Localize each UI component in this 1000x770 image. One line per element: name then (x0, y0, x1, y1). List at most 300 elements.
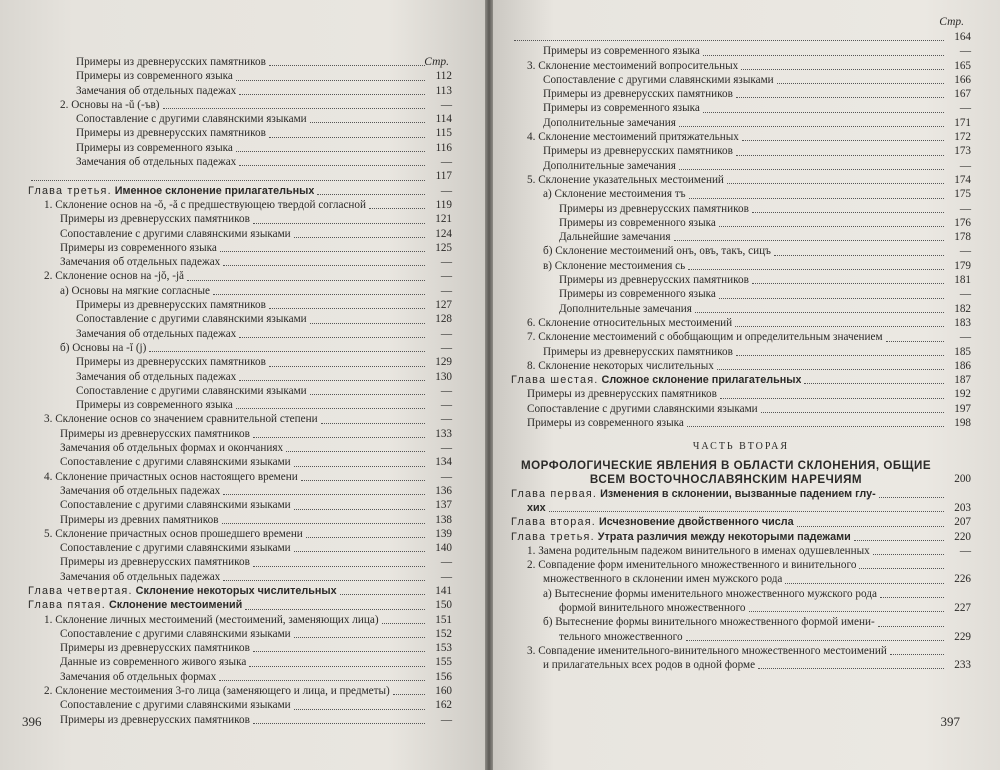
toc-entry (511, 44, 971, 58)
entry-page-number: — (440, 156, 452, 169)
entry-title: Замечания об отдельных падежах (76, 327, 237, 340)
toc-entry (511, 658, 971, 672)
toc-entry (28, 312, 452, 326)
dot-leader (294, 466, 425, 467)
dot-leader (294, 237, 425, 238)
dot-leader (340, 594, 425, 595)
entry-title: Сопоставление с другими славянскими языками (60, 456, 291, 469)
toc-entry (28, 84, 452, 98)
toc-entry (511, 202, 971, 216)
toc-entry (511, 244, 971, 258)
dot-leader (239, 380, 425, 381)
dot-leader (393, 694, 425, 695)
entry-title: Сопоставление с другими славянскими языками (60, 542, 291, 555)
toc-entry (28, 284, 452, 298)
entry-title: Замечания об отдельных падежах (60, 570, 221, 583)
toc-entry (28, 513, 452, 527)
entry-page-number: 181 (954, 274, 971, 287)
dot-leader (742, 140, 944, 141)
dot-leader (222, 523, 426, 524)
toc-entry (511, 316, 971, 330)
entry-page-number: 176 (954, 216, 971, 229)
entry-title: Примеры из древнерусских памятников (76, 127, 266, 140)
toc-entry (28, 155, 452, 169)
entry-title: 3. Склонение основ со значением сравнительной степени (44, 413, 318, 426)
dot-leader (854, 540, 944, 541)
toc-entry (511, 630, 971, 644)
entry-title: Сопоставление с другими славянскими языками (60, 699, 291, 712)
dot-leader (269, 65, 425, 66)
toc-entry (28, 412, 452, 426)
dot-leader (294, 509, 425, 510)
dot-leader (382, 623, 425, 624)
entry-page-number: — (440, 442, 452, 455)
dot-leader (306, 537, 425, 538)
entry-title: Примеры из современного языка (527, 417, 684, 430)
dot-leader (689, 198, 945, 199)
toc-entry (511, 159, 971, 173)
entry-page-number: 171 (954, 116, 971, 129)
entry-page-number: 167 (954, 88, 971, 101)
entry-title: 4. Склонение причастных основ настоящего времени (44, 470, 298, 483)
entry-title: формой винительного множественного (559, 601, 746, 614)
dot-leader (236, 80, 425, 81)
right-page (493, 0, 1000, 770)
entry-title: Данные из современного живого языка (60, 656, 247, 669)
entry-title: Примеры из современного языка (60, 241, 217, 254)
entry-page-number: — (959, 45, 971, 58)
entry-page-number: — (440, 256, 452, 269)
dot-leader (873, 554, 944, 555)
chapter-label: Глава четвертая. (28, 584, 133, 597)
dot-leader (674, 240, 944, 241)
entry-page-number: 226 (954, 573, 971, 586)
table-of-contents-left (28, 55, 452, 727)
dot-leader (752, 283, 944, 284)
entry-title: а) Вытеснение формы именительного множественного мужского рода (543, 587, 877, 600)
entry-title: Сопоставление с другими славянскими языками (543, 73, 774, 86)
entry-title: 5. Склонение причастных основ прошедшего времени (44, 527, 303, 540)
toc-entry (511, 59, 971, 73)
toc-entry (511, 187, 971, 201)
toc-entry (511, 587, 971, 601)
dot-leader (187, 280, 425, 281)
entry-page-number: 166 (954, 73, 971, 86)
entry-title: Сопоставление с другими славянскими языками (76, 313, 307, 326)
entry-page-number: 185 (954, 345, 971, 358)
toc-entry (511, 544, 971, 558)
entry-page-number: 127 (435, 299, 452, 312)
entry-title: Примеры из древнерусских памятников (543, 345, 733, 358)
dot-leader (703, 112, 944, 113)
entry-title: 7. Склонение местоимений с обобщающим и определительным значением (527, 331, 883, 344)
dot-leader (703, 55, 944, 56)
toc-entry (28, 484, 452, 498)
dot-leader (679, 169, 944, 170)
entry-title: Исчезновение двойственного числа (598, 516, 794, 529)
left-page (0, 0, 485, 770)
toc-chapter-entry (28, 584, 452, 598)
dot-leader (301, 480, 425, 481)
dot-leader (880, 597, 944, 598)
entry-title: а) Склонение местоимения тъ (543, 188, 686, 201)
entry-title: б) Вытеснение формы винительного множественного формой имени- (543, 616, 875, 629)
entry-page-number: — (440, 184, 452, 197)
toc-entry (511, 387, 971, 401)
dot-leader (741, 69, 944, 70)
entry-title: 3. Совпадение именительного-винительного множественного местоимений (527, 644, 887, 657)
dot-leader (752, 212, 944, 213)
entry-title: Именное склонение прилагательных (114, 184, 315, 197)
dot-leader (163, 108, 425, 109)
entry-page-number: 173 (954, 145, 971, 158)
entry-page-number: 115 (435, 127, 452, 140)
dot-leader (239, 94, 425, 95)
toc-entry (28, 126, 452, 140)
toc-chapter-entry (28, 184, 452, 198)
toc-entry (28, 555, 452, 569)
entry-title: Замечания об отдельных падежах (60, 256, 221, 269)
entry-title: Дополнительные замечания (559, 302, 692, 315)
entry-page-number: 155 (435, 656, 452, 669)
toc-entry (511, 359, 971, 373)
entry-title: 2. Основы на -ŭ (-ъв) (60, 98, 160, 111)
entry-page-number: 121 (435, 213, 452, 226)
entry-title: 3. Склонение местоимений вопросительных (527, 59, 739, 72)
entry-title: Примеры из современного языка (543, 102, 700, 115)
dot-leader (321, 423, 425, 424)
entry-page-number: — (959, 245, 971, 258)
entry-title: Сопоставление с другими славянскими языками (60, 627, 291, 640)
entry-page-number: — (440, 327, 452, 340)
entry-title: а) Основы на мягкие согласные (60, 284, 211, 297)
part-label: ЧАСТЬ ВТОРАЯ (692, 441, 790, 453)
toc-section-part-one (511, 30, 971, 430)
dot-leader (804, 383, 944, 384)
toc-entry (28, 384, 452, 398)
dot-leader (294, 709, 425, 710)
toc-entry (28, 298, 452, 312)
entry-title: Дополнительные замечания (543, 116, 676, 129)
entry-page-number: — (440, 713, 452, 726)
dot-leader (317, 194, 425, 195)
dot-leader (245, 609, 425, 610)
dot-leader (220, 251, 425, 252)
dot-leader (286, 451, 425, 452)
entry-title: множественного в склонении имен мужского рода (543, 573, 783, 586)
entry-page-number: — (440, 399, 452, 412)
entry-page-number: 182 (954, 302, 971, 315)
entry-page-number: 207 (954, 516, 971, 529)
entry-title: 5. Склонение указательных местоимений (527, 173, 724, 186)
dot-leader (31, 180, 425, 181)
entry-page-number: 175 (954, 188, 971, 201)
dot-leader (736, 155, 944, 156)
entry-page-number: 233 (954, 659, 971, 672)
toc-chapter-entry (511, 515, 971, 529)
toc-entry (28, 641, 452, 655)
entry-title: б) Основы на -ĭ (j) (60, 341, 147, 354)
dot-leader (223, 494, 425, 495)
entry-page-number: 133 (435, 427, 452, 440)
toc-entry (28, 455, 452, 469)
dot-leader (310, 122, 425, 123)
dot-leader (758, 668, 944, 669)
dot-leader (223, 265, 425, 266)
entry-title: Дополнительные замечания (543, 159, 676, 172)
page-column-header: Стр. (939, 16, 964, 28)
entry-page-number: — (440, 570, 452, 583)
toc-entry (28, 198, 452, 212)
entry-page-number: — (440, 284, 452, 297)
entry-title: Примеры из древнерусских памятников (543, 88, 733, 101)
toc-entry (28, 541, 452, 555)
dot-leader (253, 437, 425, 438)
toc-entry (511, 230, 971, 244)
entry-page-number: 112 (435, 70, 452, 83)
entry-page-number: — (959, 159, 971, 172)
entry-title: Примеры из древнерусских памятников (60, 427, 250, 440)
entry-page-number: — (440, 98, 452, 111)
toc-entry (28, 470, 452, 484)
toc-entry (511, 30, 971, 44)
toc-entry (28, 141, 452, 155)
entry-title: Примеры из древнерусских памятников (60, 556, 250, 569)
toc-entry (511, 144, 971, 158)
toc-entry (511, 330, 971, 344)
toc-entry (511, 273, 971, 287)
entry-page-number: 227 (954, 601, 971, 614)
toc-entry (28, 269, 452, 283)
dot-leader (736, 355, 944, 356)
toc-section-part-two (511, 487, 971, 673)
dot-leader (720, 398, 944, 399)
entry-title: Примеры из современного языка (543, 45, 700, 58)
chapter-label: Глава третья. (511, 530, 595, 543)
toc-entry (28, 527, 452, 541)
entry-page-number: 186 (954, 359, 971, 372)
entry-page-number: — (959, 544, 971, 557)
entry-page-number: 164 (954, 31, 971, 43)
toc-entry (511, 345, 971, 359)
dot-leader (253, 651, 425, 652)
chapter-label: Глава вторая. (511, 516, 596, 529)
toc-entry (511, 601, 971, 615)
entry-page-number: 128 (435, 313, 452, 326)
entry-title: 8. Склонение некоторых числительных (527, 359, 714, 372)
entry-page-number: 192 (954, 388, 971, 401)
toc-entry (511, 116, 971, 130)
entry-title: 2. Склонение основ на -jŏ, -jă (44, 270, 185, 283)
entry-title: Сопоставление с другими славянскими языками (76, 113, 307, 126)
dot-leader (736, 97, 944, 98)
entry-title: Примеры из древнерусских памятников (76, 299, 266, 312)
entry-title: Примеры из древнерусских памятников (76, 56, 266, 68)
chapter-label: Глава шестая. (511, 374, 599, 387)
toc-entry (511, 173, 971, 187)
entry-page-number: — (440, 413, 452, 426)
dot-leader (878, 626, 944, 627)
dot-leader (239, 337, 425, 338)
entry-title: Замечания об отдельных падежах (76, 156, 237, 169)
toc-entry (511, 287, 971, 301)
dot-leader (879, 497, 944, 498)
entry-title: Примеры из древнерусских памятников (527, 388, 717, 401)
entry-page-number: 162 (435, 699, 452, 712)
entry-page-number: 174 (954, 173, 971, 186)
dot-leader (223, 580, 425, 581)
entry-title: Примеры из современного языка (76, 70, 233, 83)
dot-leader (549, 511, 944, 512)
page-number: 396 (22, 714, 42, 729)
toc-entry (28, 255, 452, 269)
toc-entry (511, 615, 971, 629)
entry-title: Примеры из древнерусских памятников (559, 274, 749, 287)
entry-page-number: 113 (435, 84, 452, 97)
dot-leader (774, 255, 944, 256)
entry-title: 1. Склонение основ на -ŏ, -ă с предшествующею твердой согласной (44, 198, 367, 211)
entry-page-number: 197 (954, 402, 971, 415)
dot-leader (253, 223, 425, 224)
dot-leader (310, 323, 425, 324)
toc-entry (511, 130, 971, 144)
entry-page-number: 160 (435, 685, 452, 698)
dot-leader (253, 566, 425, 567)
dot-leader (213, 294, 425, 295)
entry-title: 2. Совпадение форм именительного множественного и винительного (527, 559, 857, 572)
dot-leader (686, 640, 944, 641)
part-heading (511, 459, 971, 487)
entry-page-number: 198 (954, 417, 971, 430)
entry-title: 6. Склонение относительных местоимений (527, 316, 733, 329)
entry-title: Замечания об отдельных падежах (60, 484, 221, 497)
toc-entry (28, 355, 452, 369)
toc-entry (511, 87, 971, 101)
entry-title: Сложное склонение прилагательных (601, 374, 802, 387)
entry-title: тельного множественного (559, 630, 683, 643)
entry-title: хих (527, 501, 546, 514)
dot-leader (890, 654, 944, 655)
dot-leader (269, 308, 425, 309)
dot-leader (253, 723, 425, 724)
chapter-label: Глава третья. (28, 184, 112, 197)
dot-leader (310, 394, 425, 395)
entry-title: Склонение местоимений (108, 599, 243, 612)
toc-entry (28, 169, 452, 183)
chapter-label: Глава пятая. (28, 599, 106, 612)
entry-title: 1. Склонение личных местоимений (местоимений, заменяющих лица) (44, 613, 379, 626)
entry-page-number: 178 (954, 231, 971, 244)
toc-entry (511, 558, 971, 572)
toc-entry (28, 613, 452, 627)
entry-page-number: 139 (435, 527, 452, 540)
entry-page-number: — (959, 102, 971, 115)
toc-entry (28, 427, 452, 441)
toc-entry (28, 655, 452, 669)
page-number: 397 (940, 714, 960, 729)
chapter-label: Глава первая. (511, 487, 598, 500)
toc-entry (28, 327, 452, 341)
dot-leader (236, 151, 425, 152)
dot-leader (294, 551, 425, 552)
entry-page-number: — (440, 270, 452, 283)
toc-entry (28, 498, 452, 512)
entry-title: 2. Склонение местоимения 3-го лица (заменяющего и лица, и предметы) (44, 685, 390, 698)
dot-leader (761, 412, 944, 413)
dot-leader (717, 369, 944, 370)
entry-page-number: — (959, 202, 971, 215)
entry-title: 1. Замена родительным падежом винительного в именах одушевленных (527, 544, 870, 557)
dot-leader (219, 680, 425, 681)
entry-page-number: 117 (435, 170, 452, 183)
dot-leader (239, 165, 425, 166)
entry-title: Примеры из древнерусских памятников (60, 713, 250, 726)
page-column-header: Стр. (424, 56, 449, 68)
entry-page-number: 153 (435, 642, 452, 655)
entry-page-number: 151 (435, 613, 452, 626)
dot-leader (797, 526, 944, 527)
toc-entry (511, 73, 971, 87)
entry-title: Примеры из древнерусских памятников (543, 145, 733, 158)
toc-entry (28, 627, 452, 641)
entry-title: Сопоставление с другими славянскими языками (60, 499, 291, 512)
entry-title: Примеры из древнерусских памятников (60, 642, 250, 655)
toc-entry (511, 302, 971, 316)
toc-entry (28, 398, 452, 412)
dot-leader (735, 326, 944, 327)
part-title-line-1: МОРФОЛОГИЧЕСКИЕ ЯВЛЕНИЯ В ОБЛАСТИ СКЛОНЕНИЯ, ОБЩИЕ (520, 458, 932, 472)
entry-page-number: 119 (435, 198, 452, 211)
entry-page-number: — (440, 556, 452, 569)
toc-chapter-entry (511, 373, 971, 387)
entry-title: Примеры из современного языка (76, 399, 233, 412)
toc-entry (28, 698, 452, 712)
toc-entry (511, 402, 971, 416)
dot-leader (679, 126, 944, 127)
entry-page-number: 138 (435, 513, 452, 526)
entry-page-number: 137 (435, 499, 452, 512)
entry-title: Примеры из современного языка (559, 216, 716, 229)
entry-page-number: 220 (954, 530, 971, 543)
entry-page-number: 179 (954, 259, 971, 272)
entry-page-number: — (959, 288, 971, 301)
toc-entry (511, 259, 971, 273)
entry-title: Сопоставление с другими славянскими языками (76, 384, 307, 397)
entry-page-number: 130 (435, 370, 452, 383)
entry-title: Примеры из древнерусских памятников (60, 213, 250, 226)
dot-leader (269, 137, 425, 138)
entry-page-number: 141 (435, 584, 452, 597)
dot-leader (859, 568, 944, 569)
entry-page-number: 124 (435, 227, 452, 240)
toc-entry (28, 55, 452, 69)
toc-entry (511, 416, 971, 430)
toc-entry (28, 441, 452, 455)
toc-chapter-entry (28, 598, 452, 612)
toc-entry (28, 570, 452, 584)
toc-chapter-entry (511, 530, 971, 544)
dot-leader (886, 341, 944, 342)
entry-title: Замечания об отдельных падежах (76, 84, 237, 97)
entry-page-number: 172 (954, 131, 971, 144)
dot-leader (777, 83, 944, 84)
entry-page-number: 229 (954, 630, 971, 643)
toc-entry (28, 370, 452, 384)
toc-entry (511, 101, 971, 115)
part-page-number: 200 (954, 473, 971, 486)
toc-entry (28, 684, 452, 698)
entry-page-number: 183 (954, 316, 971, 329)
